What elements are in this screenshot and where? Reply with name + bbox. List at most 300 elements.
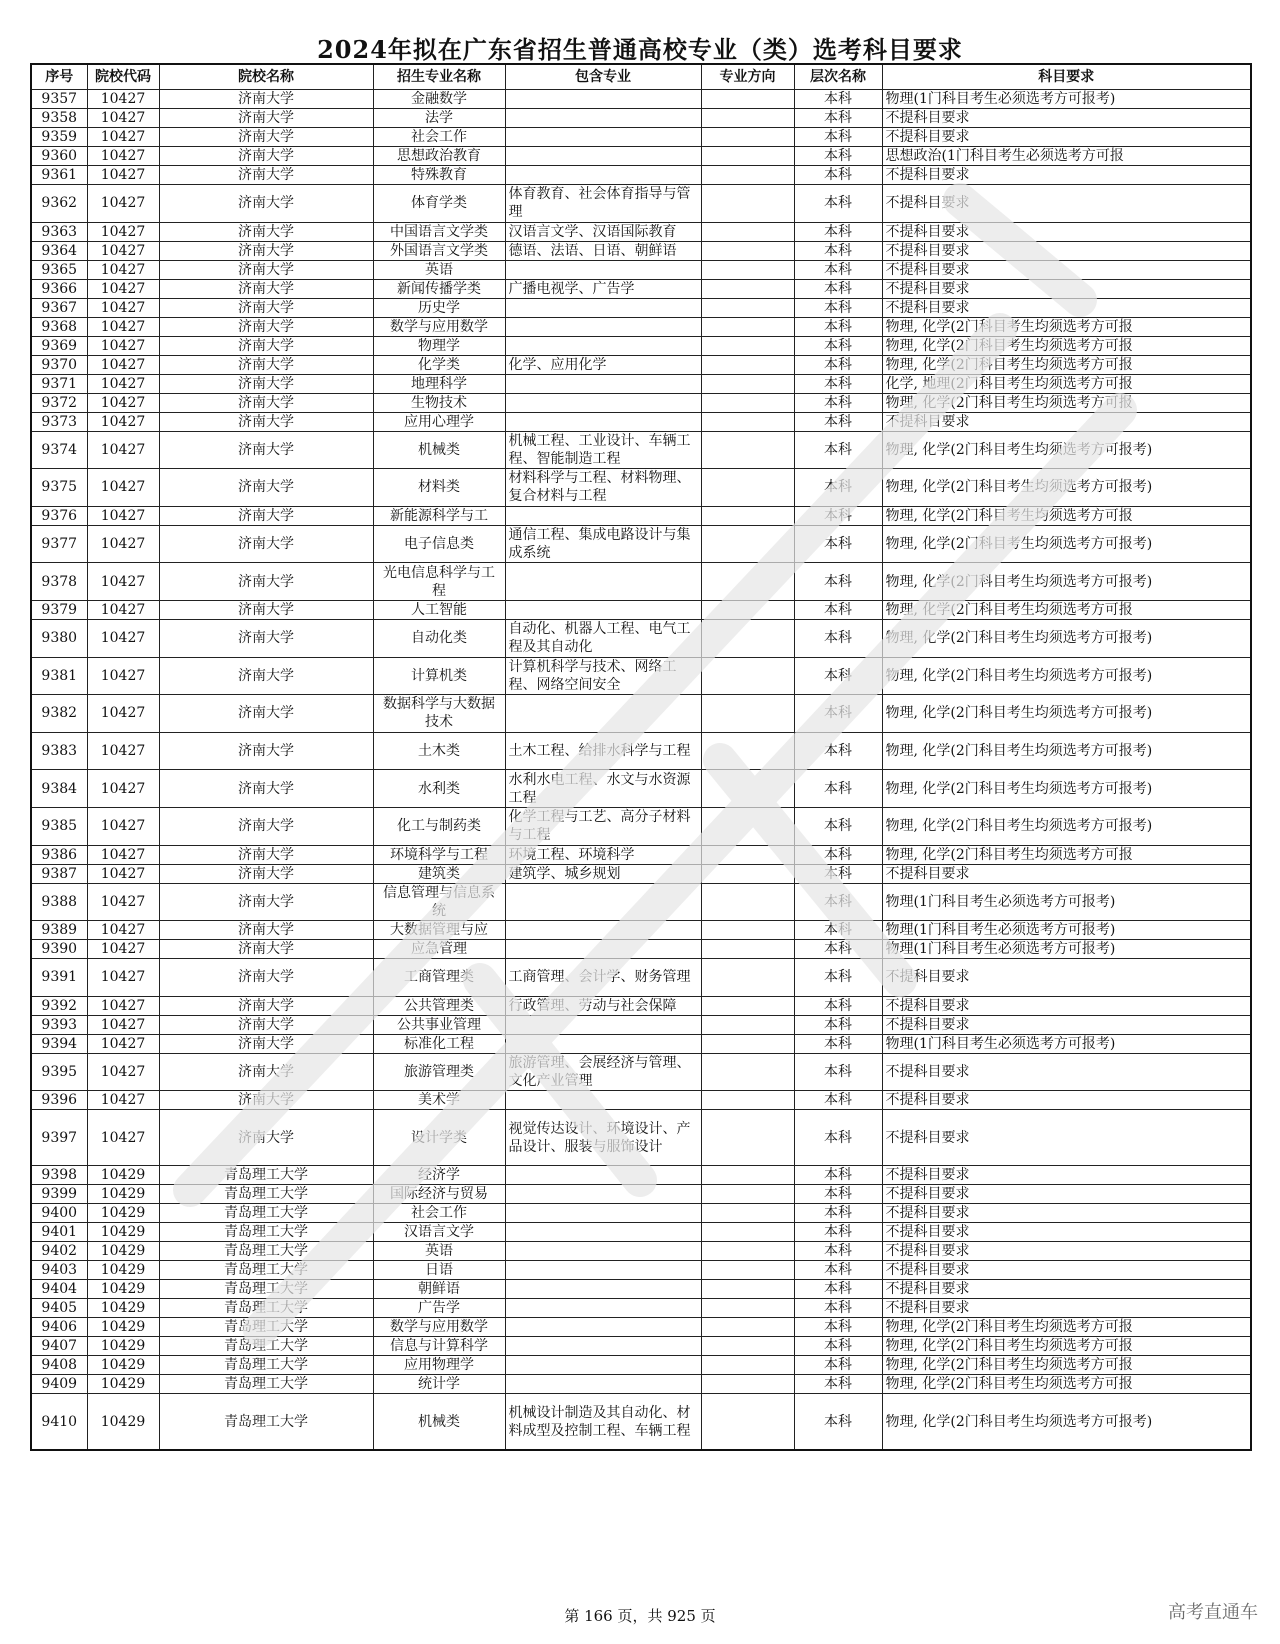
page-number: 第 166 页，共 925 页 — [564, 1607, 716, 1625]
table-row — [31, 695, 1251, 733]
cell-school-code: 10427 — [87, 1053, 159, 1091]
table-row — [31, 921, 1251, 940]
cell-subject-requirement: 物理, 化学(2门科目考生均须选考方可报考) — [882, 695, 1251, 733]
table-row — [31, 1375, 1251, 1394]
cell-major-name: 法学 — [373, 109, 505, 128]
cell-subject-requirement: 不提科目要求 — [882, 1280, 1251, 1299]
cell-direction — [701, 1091, 794, 1110]
cell-subject-requirement: 不提科目要求 — [882, 864, 1251, 883]
header-direction: 专业方向 — [701, 64, 794, 90]
cell-major-name: 水利类 — [373, 770, 505, 808]
cell-major-name: 光电信息科学与工程 — [373, 563, 505, 601]
cell-school-name: 青岛理工大学 — [159, 1166, 373, 1185]
cell-subject-requirement: 不提科目要求 — [882, 279, 1251, 298]
cell-direction — [701, 1223, 794, 1242]
cell-major-name: 社会工作 — [373, 1204, 505, 1223]
cell-direction — [701, 1185, 794, 1204]
cell-included-majors: 化学工程与工艺、高分子材料与工程 — [505, 807, 701, 845]
cell-level: 本科 — [794, 1299, 882, 1318]
cell-school-name: 青岛理工大学 — [159, 1337, 373, 1356]
cell-direction — [701, 1242, 794, 1261]
cell-level: 本科 — [794, 845, 882, 864]
cell-subject-requirement: 不提科目要求 — [882, 1015, 1251, 1034]
cell-direction — [701, 90, 794, 109]
cell-major-name: 社会工作 — [373, 128, 505, 147]
cell-subject-requirement: 物理(1门科目考生必须选考方可报考) — [882, 90, 1251, 109]
cell-level: 本科 — [794, 563, 882, 601]
cell-major-name: 工商管理类 — [373, 959, 505, 997]
cell-included-majors: 土木工程、给排水科学与工程 — [505, 732, 701, 770]
table-row — [31, 1034, 1251, 1053]
cell-major-name: 材料类 — [373, 469, 505, 507]
cell-subject-requirement: 不提科目要求 — [882, 260, 1251, 279]
cell-subject-requirement: 物理(1门科目考生必须选考方可报考) — [882, 940, 1251, 959]
cell-school-code: 10427 — [87, 241, 159, 260]
table-row — [31, 883, 1251, 921]
cell-seq: 9392 — [31, 996, 87, 1015]
table-row — [31, 298, 1251, 317]
cell-level: 本科 — [794, 864, 882, 883]
cell-school-name: 济南大学 — [159, 166, 373, 185]
cell-seq: 9360 — [31, 147, 87, 166]
cell-seq: 9385 — [31, 807, 87, 845]
cell-school-code: 10427 — [87, 883, 159, 921]
table-row — [31, 128, 1251, 147]
cell-subject-requirement: 物理, 化学(2门科目考生均须选考方可报 — [882, 1375, 1251, 1394]
cell-major-name: 美术学 — [373, 1091, 505, 1110]
cell-level: 本科 — [794, 1223, 882, 1242]
cell-direction — [701, 185, 794, 223]
cell-direction — [701, 996, 794, 1015]
cell-seq: 9390 — [31, 940, 87, 959]
table-row — [31, 807, 1251, 845]
table-row — [31, 1318, 1251, 1337]
cell-included-majors — [505, 1166, 701, 1185]
cell-school-name: 济南大学 — [159, 241, 373, 260]
cell-included-majors — [505, 90, 701, 109]
cell-level: 本科 — [794, 355, 882, 374]
cell-included-majors — [505, 506, 701, 525]
cell-school-code: 10429 — [87, 1356, 159, 1375]
cell-seq: 9381 — [31, 657, 87, 695]
cell-subject-requirement: 不提科目要求 — [882, 166, 1251, 185]
cell-school-code: 10427 — [87, 90, 159, 109]
cell-direction — [701, 1356, 794, 1375]
cell-school-code: 10427 — [87, 431, 159, 469]
cell-subject-requirement: 物理(1门科目考生必须选考方可报考) — [882, 921, 1251, 940]
cell-subject-requirement: 不提科目要求 — [882, 1242, 1251, 1261]
cell-level: 本科 — [794, 109, 882, 128]
cell-level: 本科 — [794, 770, 882, 808]
cell-school-name: 济南大学 — [159, 147, 373, 166]
cell-level: 本科 — [794, 996, 882, 1015]
cell-included-majors: 自动化、机器人工程、电气工程及其自动化 — [505, 619, 701, 657]
cell-level: 本科 — [794, 90, 882, 109]
cell-subject-requirement: 不提科目要求 — [882, 298, 1251, 317]
cell-direction — [701, 807, 794, 845]
cell-school-name: 济南大学 — [159, 469, 373, 507]
table-row — [31, 279, 1251, 298]
cell-subject-requirement: 物理, 化学(2门科目考生均须选考方可报 — [882, 845, 1251, 864]
cell-direction — [701, 1204, 794, 1223]
cell-included-majors: 环境工程、环境科学 — [505, 845, 701, 864]
cell-school-name: 济南大学 — [159, 883, 373, 921]
cell-level: 本科 — [794, 1375, 882, 1394]
cell-subject-requirement: 不提科目要求 — [882, 1204, 1251, 1223]
cell-school-name: 济南大学 — [159, 185, 373, 223]
cell-school-code: 10427 — [87, 166, 159, 185]
cell-seq: 9363 — [31, 222, 87, 241]
cell-major-name: 外国语言文学类 — [373, 241, 505, 260]
cell-included-majors: 水利水电工程、水文与水资源工程 — [505, 770, 701, 808]
cell-subject-requirement: 不提科目要求 — [882, 1185, 1251, 1204]
cell-direction — [701, 732, 794, 770]
cell-major-name: 历史学 — [373, 298, 505, 317]
cell-major-name: 设计学类 — [373, 1110, 505, 1166]
cell-major-name: 中国语言文学类 — [373, 222, 505, 241]
cell-level: 本科 — [794, 298, 882, 317]
cell-school-code: 10427 — [87, 222, 159, 241]
cell-direction — [701, 1053, 794, 1091]
table-row — [31, 1242, 1251, 1261]
cell-major-name: 应急管理 — [373, 940, 505, 959]
cell-school-code: 10427 — [87, 469, 159, 507]
cell-seq: 9391 — [31, 959, 87, 997]
table-row — [31, 1299, 1251, 1318]
cell-major-name: 特殊教育 — [373, 166, 505, 185]
cell-subject-requirement: 思想政治(1门科目考生必须选考方可报 — [882, 147, 1251, 166]
cell-included-majors — [505, 1091, 701, 1110]
cell-level: 本科 — [794, 1110, 882, 1166]
cell-included-majors — [505, 336, 701, 355]
cell-school-code: 10427 — [87, 864, 159, 883]
table-row — [31, 1053, 1251, 1091]
cell-subject-requirement: 不提科目要求 — [882, 222, 1251, 241]
header-major-name: 招生专业名称 — [373, 64, 505, 90]
cell-school-name: 济南大学 — [159, 959, 373, 997]
cell-included-majors: 广播电视学、广告学 — [505, 279, 701, 298]
cell-direction — [701, 921, 794, 940]
cell-school-code: 10427 — [87, 336, 159, 355]
cell-seq: 9370 — [31, 355, 87, 374]
cell-major-name: 新能源科学与工 — [373, 506, 505, 525]
cell-direction — [701, 1375, 794, 1394]
table-row — [31, 1110, 1251, 1166]
cell-direction — [701, 959, 794, 997]
cell-direction — [701, 279, 794, 298]
cell-included-majors — [505, 1261, 701, 1280]
cell-school-name: 青岛理工大学 — [159, 1280, 373, 1299]
cell-major-name: 机械类 — [373, 431, 505, 469]
cell-direction — [701, 1034, 794, 1053]
cell-major-name: 金融数学 — [373, 90, 505, 109]
cell-direction — [701, 109, 794, 128]
cell-subject-requirement: 物理, 化学(2门科目考生均须选考方可报 — [882, 317, 1251, 336]
table-row — [31, 90, 1251, 109]
cell-level: 本科 — [794, 1356, 882, 1375]
header-school-name: 院校名称 — [159, 64, 373, 90]
cell-school-name: 济南大学 — [159, 864, 373, 883]
cell-included-majors — [505, 1280, 701, 1299]
cell-included-majors — [505, 921, 701, 940]
cell-level: 本科 — [794, 222, 882, 241]
cell-major-name: 汉语言文学 — [373, 1223, 505, 1242]
cell-seq: 9378 — [31, 563, 87, 601]
cell-school-name: 青岛理工大学 — [159, 1185, 373, 1204]
cell-subject-requirement: 物理, 化学(2门科目考生均须选考方可报考) — [882, 770, 1251, 808]
header-included-majors: 包含专业 — [505, 64, 701, 90]
cell-subject-requirement: 不提科目要求 — [882, 1261, 1251, 1280]
brand-watermark: 高考直通车 — [1168, 1602, 1258, 1623]
cell-level: 本科 — [794, 469, 882, 507]
page-title: 2024年拟在广东省招生普通高校专业（类）选考科目要求 — [317, 35, 963, 64]
table-row — [31, 222, 1251, 241]
cell-subject-requirement: 物理(1门科目考生必须选考方可报考) — [882, 1034, 1251, 1053]
cell-seq: 9395 — [31, 1053, 87, 1091]
cell-direction — [701, 469, 794, 507]
cell-included-majors: 汉语言文学、汉语国际教育 — [505, 222, 701, 241]
cell-seq: 9369 — [31, 336, 87, 355]
cell-included-majors: 建筑学、城乡规划 — [505, 864, 701, 883]
cell-major-name: 英语 — [373, 1242, 505, 1261]
cell-subject-requirement: 不提科目要求 — [882, 241, 1251, 260]
table-row — [31, 1356, 1251, 1375]
cell-school-name: 济南大学 — [159, 109, 373, 128]
cell-included-majors: 化学、应用化学 — [505, 355, 701, 374]
cell-school-name: 济南大学 — [159, 996, 373, 1015]
cell-subject-requirement: 不提科目要求 — [882, 1166, 1251, 1185]
cell-included-majors: 材料科学与工程、材料物理、复合材料与工程 — [505, 469, 701, 507]
cell-level: 本科 — [794, 1337, 882, 1356]
cell-subject-requirement: 不提科目要求 — [882, 1091, 1251, 1110]
cell-subject-requirement: 物理, 化学(2门科目考生均须选考方可报 — [882, 1337, 1251, 1356]
cell-seq: 9401 — [31, 1223, 87, 1242]
table-row — [31, 1261, 1251, 1280]
cell-seq: 9359 — [31, 128, 87, 147]
cell-direction — [701, 600, 794, 619]
cell-included-majors — [505, 940, 701, 959]
cell-level: 本科 — [794, 260, 882, 279]
cell-level: 本科 — [794, 1185, 882, 1204]
cell-included-majors: 旅游管理、会展经济与管理、文化产业管理 — [505, 1053, 701, 1091]
table-row — [31, 1337, 1251, 1356]
cell-direction — [701, 563, 794, 601]
cell-included-majors — [505, 1204, 701, 1223]
cell-level: 本科 — [794, 166, 882, 185]
table-row — [31, 1091, 1251, 1110]
cell-major-name: 体育学类 — [373, 185, 505, 223]
cell-seq: 9404 — [31, 1280, 87, 1299]
cell-included-majors — [505, 1034, 701, 1053]
cell-direction — [701, 412, 794, 431]
cell-level: 本科 — [794, 431, 882, 469]
cell-school-code: 10427 — [87, 657, 159, 695]
cell-school-name: 济南大学 — [159, 1110, 373, 1166]
table-row — [31, 996, 1251, 1015]
cell-school-code: 10429 — [87, 1185, 159, 1204]
cell-school-name: 青岛理工大学 — [159, 1261, 373, 1280]
cell-subject-requirement: 不提科目要求 — [882, 959, 1251, 997]
cell-subject-requirement: 不提科目要求 — [882, 109, 1251, 128]
cell-direction — [701, 619, 794, 657]
cell-major-name: 应用心理学 — [373, 412, 505, 431]
cell-major-name: 建筑类 — [373, 864, 505, 883]
cell-included-majors: 视觉传达设计、环境设计、产品设计、服装与服饰设计 — [505, 1110, 701, 1166]
cell-direction — [701, 770, 794, 808]
cell-direction — [701, 374, 794, 393]
cell-school-code: 10429 — [87, 1280, 159, 1299]
cell-direction — [701, 1318, 794, 1337]
cell-included-majors — [505, 412, 701, 431]
cell-level: 本科 — [794, 883, 882, 921]
table-row — [31, 374, 1251, 393]
table-row — [31, 260, 1251, 279]
cell-major-name: 环境科学与工程 — [373, 845, 505, 864]
cell-subject-requirement: 物理, 化学(2门科目考生均须选考方可报 — [882, 506, 1251, 525]
cell-seq: 9379 — [31, 600, 87, 619]
cell-seq: 9364 — [31, 241, 87, 260]
cell-included-majors — [505, 883, 701, 921]
cell-school-code: 10427 — [87, 374, 159, 393]
cell-included-majors — [505, 109, 701, 128]
cell-level: 本科 — [794, 279, 882, 298]
cell-included-majors — [505, 374, 701, 393]
cell-school-name: 青岛理工大学 — [159, 1356, 373, 1375]
cell-seq: 9374 — [31, 431, 87, 469]
cell-school-code: 10427 — [87, 732, 159, 770]
cell-subject-requirement: 不提科目要求 — [882, 1110, 1251, 1166]
cell-major-name: 信息管理与信息系统 — [373, 883, 505, 921]
cell-school-name: 济南大学 — [159, 845, 373, 864]
cell-direction — [701, 393, 794, 412]
cell-seq: 9410 — [31, 1394, 87, 1450]
table-row — [31, 412, 1251, 431]
cell-major-name: 物理学 — [373, 336, 505, 355]
cell-subject-requirement: 物理, 化学(2门科目考生均须选考方可报考) — [882, 1394, 1251, 1450]
cell-subject-requirement: 物理, 化学(2门科目考生均须选考方可报 — [882, 336, 1251, 355]
cell-subject-requirement: 物理, 化学(2门科目考生均须选考方可报考) — [882, 431, 1251, 469]
header-seq: 序号 — [31, 64, 87, 90]
cell-major-name: 信息与计算科学 — [373, 1337, 505, 1356]
cell-school-code: 10429 — [87, 1299, 159, 1318]
cell-major-name: 朝鲜语 — [373, 1280, 505, 1299]
cell-school-name: 济南大学 — [159, 506, 373, 525]
table-row — [31, 336, 1251, 355]
cell-seq: 9398 — [31, 1166, 87, 1185]
cell-direction — [701, 336, 794, 355]
cell-included-majors — [505, 1375, 701, 1394]
cell-school-name: 济南大学 — [159, 317, 373, 336]
cell-school-code: 10427 — [87, 1015, 159, 1034]
cell-included-majors: 计算机科学与技术、网络工程、网络空间安全 — [505, 657, 701, 695]
cell-subject-requirement: 物理, 化学(2门科目考生均须选考方可报考) — [882, 525, 1251, 563]
cell-major-name: 数据科学与大数据技术 — [373, 695, 505, 733]
cell-school-name: 济南大学 — [159, 431, 373, 469]
cell-seq: 9394 — [31, 1034, 87, 1053]
cell-included-majors: 德语、法语、日语、朝鲜语 — [505, 241, 701, 260]
table-row — [31, 525, 1251, 563]
cell-level: 本科 — [794, 921, 882, 940]
cell-direction — [701, 317, 794, 336]
cell-included-majors — [505, 1318, 701, 1337]
cell-school-name: 济南大学 — [159, 600, 373, 619]
cell-school-code: 10427 — [87, 940, 159, 959]
cell-level: 本科 — [794, 1015, 882, 1034]
cell-subject-requirement: 不提科目要求 — [882, 1299, 1251, 1318]
cell-subject-requirement: 物理, 化学(2门科目考生均须选考方可报考) — [882, 732, 1251, 770]
cell-school-code: 10427 — [87, 1034, 159, 1053]
cell-major-name: 英语 — [373, 260, 505, 279]
cell-school-code: 10427 — [87, 600, 159, 619]
cell-school-code: 10429 — [87, 1223, 159, 1242]
cell-subject-requirement: 物理, 化学(2门科目考生均须选考方可报考) — [882, 657, 1251, 695]
cell-school-name: 济南大学 — [159, 1015, 373, 1034]
cell-direction — [701, 147, 794, 166]
cell-direction — [701, 298, 794, 317]
cell-school-name: 青岛理工大学 — [159, 1223, 373, 1242]
cell-direction — [701, 940, 794, 959]
cell-school-code: 10427 — [87, 807, 159, 845]
cell-included-majors — [505, 600, 701, 619]
cell-level: 本科 — [794, 807, 882, 845]
cell-school-code: 10427 — [87, 393, 159, 412]
cell-level: 本科 — [794, 412, 882, 431]
cell-direction — [701, 222, 794, 241]
table-row — [31, 1185, 1251, 1204]
cell-level: 本科 — [794, 695, 882, 733]
cell-subject-requirement: 不提科目要求 — [882, 996, 1251, 1015]
cell-seq: 9388 — [31, 883, 87, 921]
cell-seq: 9373 — [31, 412, 87, 431]
cell-school-name: 济南大学 — [159, 563, 373, 601]
cell-major-name: 大数据管理与应 — [373, 921, 505, 940]
cell-school-name: 青岛理工大学 — [159, 1299, 373, 1318]
cell-school-code: 10429 — [87, 1394, 159, 1450]
cell-seq: 9400 — [31, 1204, 87, 1223]
cell-school-code: 10427 — [87, 525, 159, 563]
cell-direction — [701, 1337, 794, 1356]
cell-school-code: 10429 — [87, 1375, 159, 1394]
cell-level: 本科 — [794, 128, 882, 147]
table-row — [31, 166, 1251, 185]
cell-included-majors — [505, 393, 701, 412]
cell-level: 本科 — [794, 241, 882, 260]
table-row — [31, 600, 1251, 619]
table-row — [31, 770, 1251, 808]
cell-seq: 9372 — [31, 393, 87, 412]
cell-seq: 9403 — [31, 1261, 87, 1280]
cell-seq: 9408 — [31, 1356, 87, 1375]
cell-subject-requirement: 物理, 化学(2门科目考生均须选考方可报 — [882, 393, 1251, 412]
table-row — [31, 1394, 1251, 1450]
cell-included-majors: 机械工程、工业设计、车辆工程、智能制造工程 — [505, 431, 701, 469]
table-row — [31, 940, 1251, 959]
cell-school-name: 济南大学 — [159, 732, 373, 770]
cell-subject-requirement: 不提科目要求 — [882, 1223, 1251, 1242]
cell-school-name: 济南大学 — [159, 525, 373, 563]
table-row — [31, 1280, 1251, 1299]
table-row — [31, 563, 1251, 601]
cell-direction — [701, 1280, 794, 1299]
cell-level: 本科 — [794, 185, 882, 223]
cell-level: 本科 — [794, 600, 882, 619]
cell-school-code: 10427 — [87, 959, 159, 997]
cell-school-code: 10429 — [87, 1337, 159, 1356]
cell-school-code: 10429 — [87, 1242, 159, 1261]
cell-major-name: 计算机类 — [373, 657, 505, 695]
cell-subject-requirement: 物理, 化学(2门科目考生均须选考方可报 — [882, 1356, 1251, 1375]
cell-seq: 9377 — [31, 525, 87, 563]
